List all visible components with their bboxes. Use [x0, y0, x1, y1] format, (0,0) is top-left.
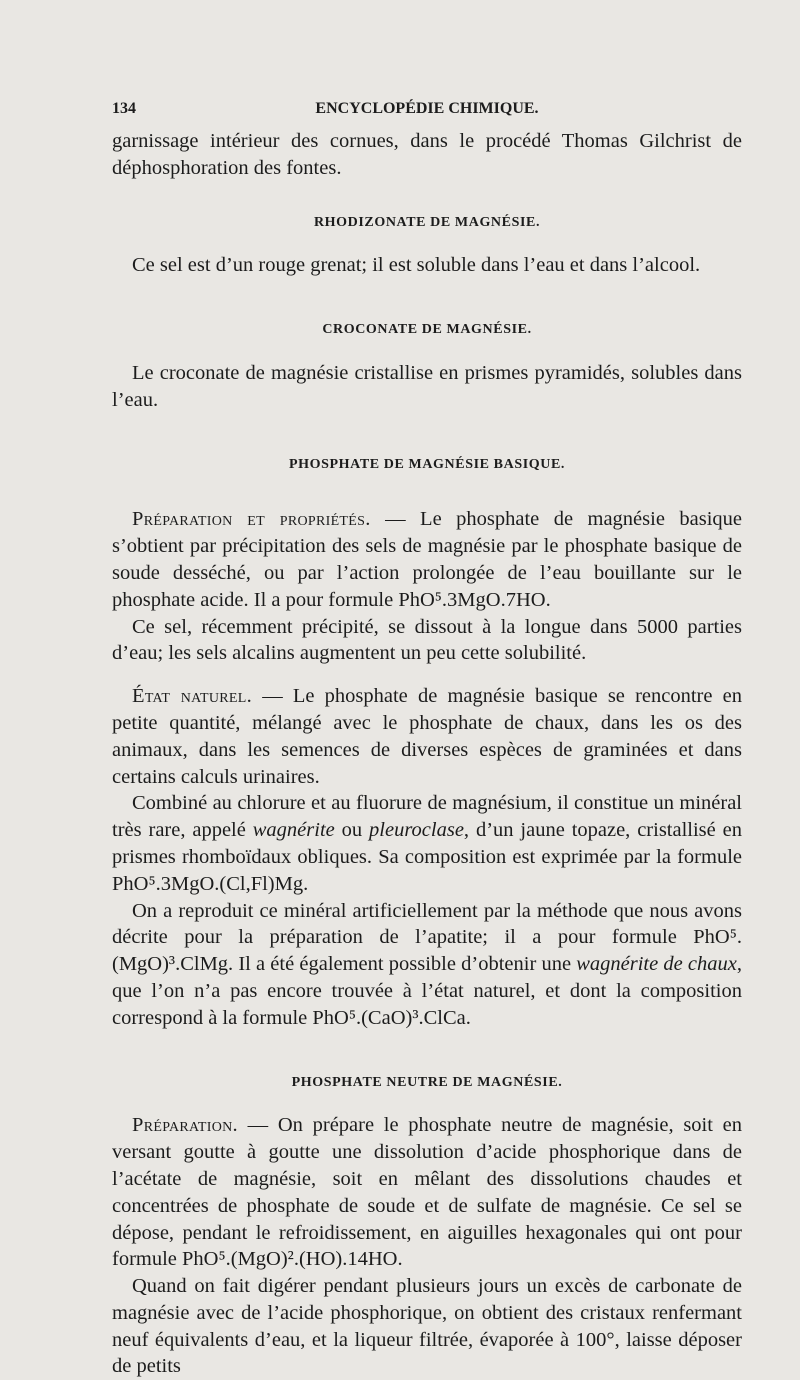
term-pleuroclase: pleuroclase	[369, 819, 464, 842]
paragraph-lead: Préparation.	[132, 1114, 238, 1137]
paragraph-text: — Le phosphate de magnésie basique s’obtient par précipitation des sels de magnésie par le phosphate basique de soude desséché, ou par l’action prolongée de l’eau bouillante sur le phosphate acide. Il a pour formule PhO⁵.3MgO.7HO.	[112, 508, 742, 611]
paragraph-rhodizonate: Ce sel est d’un rouge grenat; il est soluble dans l’eau et dans l’alcool.	[132, 254, 701, 277]
paragraph-lead: Préparation et propriétés.	[132, 508, 371, 531]
paragraph-text: , d’un jaune topaze, cristallisé en prismes rhomboïdaux obliques. Sa composition est exprimée par la formule PhO⁵.3MgO.(Cl,Fl)Mg.	[112, 819, 742, 895]
paragraph-solubilite: Ce sel, récemment précipité, se dissout à la longue dans 5000 parties d’eau; les sels alcalins augmentent un peu cette solubilité.	[112, 615, 742, 665]
paragraph-lead: État naturel.	[132, 685, 253, 708]
paragraph-text: — Le phosphate de magnésie basique se rencontre en petite quantité, mélangé avec le phosphate de chaux, dans les os des animaux, dans les semences de diverses espèces de graminées et dans certains calculs urinaires.	[112, 685, 742, 788]
term-wagnerite-de-chaux: wagnérite de chaux	[576, 953, 737, 976]
running-header	[112, 100, 742, 118]
section-heading-phosphate-basique: PHOSPHATE DE MAGNÉSIE BASIQUE.	[288, 456, 565, 472]
running-title: ENCYCLOPÉDIE CHIMIQUE.	[315, 100, 539, 117]
section-heading-croconate: CROCONATE DE MAGNÉSIE.	[322, 322, 532, 338]
term-wagnerite: wagnérite	[252, 819, 335, 842]
paragraph-croconate: Le croconate de magnésie cristallise en prismes pyramidés, solubles dans l’eau.	[112, 361, 742, 411]
paragraph-text: , que l’on n’a pas encore trouvée à l’état naturel, et dont la composition correspond à la formule PhO⁵.(CaO)³.ClCa.	[112, 953, 742, 1029]
paragraph-preparation-basique	[112, 506, 742, 613]
paragraph-digestion: Quand on fait digérer pendant plusieurs jours un excès de carbonate de magnésie avec de l’acide phosphorique, on obtient des cristaux renfermant neuf équivalents d’eau, et la liqueur filtrée, évaporée à 100°, laisse déposer de petits	[112, 1275, 742, 1378]
page-number: 134	[112, 100, 136, 117]
paragraph-text: — On prépare le phosphate neutre de magnésie, soit en versant goutte à goutte une dissolution d’acide phosphorique dans de l’acétate de magnésie, soit en mêlant des dissolutions chaudes et concentrées de phosphate de soude et de sulfate de magnésie. Ce sel se dépose, pendant le refroidissement, en aiguilles hexagonales qui ont pour formule PhO⁵.(MgO)².(HO).14HO.	[112, 1114, 742, 1271]
paragraph-etat-naturel	[112, 683, 742, 790]
paragraph-preparation-neutre	[112, 1112, 742, 1273]
paragraph-text: ou	[334, 819, 370, 842]
page-body	[112, 128, 742, 1380]
section-heading-rhodizonate: RHODIZONATE DE MAGNÉSIE.	[313, 214, 541, 230]
paragraph-wagnerite	[112, 790, 742, 897]
section-heading-phosphate-neutre: PHOSPHATE NEUTRE DE MAGNÉSIE.	[291, 1074, 563, 1090]
paragraph-text: Combiné au chlorure et au fluorure de magnésium, il constitue un minéral très rare, appelé	[112, 792, 742, 842]
paragraph-synthese	[112, 898, 742, 1032]
paragraph-continuation: garnissage intérieur des cornues, dans le procédé Thomas Gilchrist de déphosphoration des fontes.	[112, 130, 742, 179]
paragraph-text: On a reproduit ce minéral artificiellement par la méthode que nous avons décrite pour la préparation de l’apatite; il a pour formule PhO⁵.(MgO)³.ClMg. Il a été également possible d’obtenir une	[112, 899, 742, 976]
